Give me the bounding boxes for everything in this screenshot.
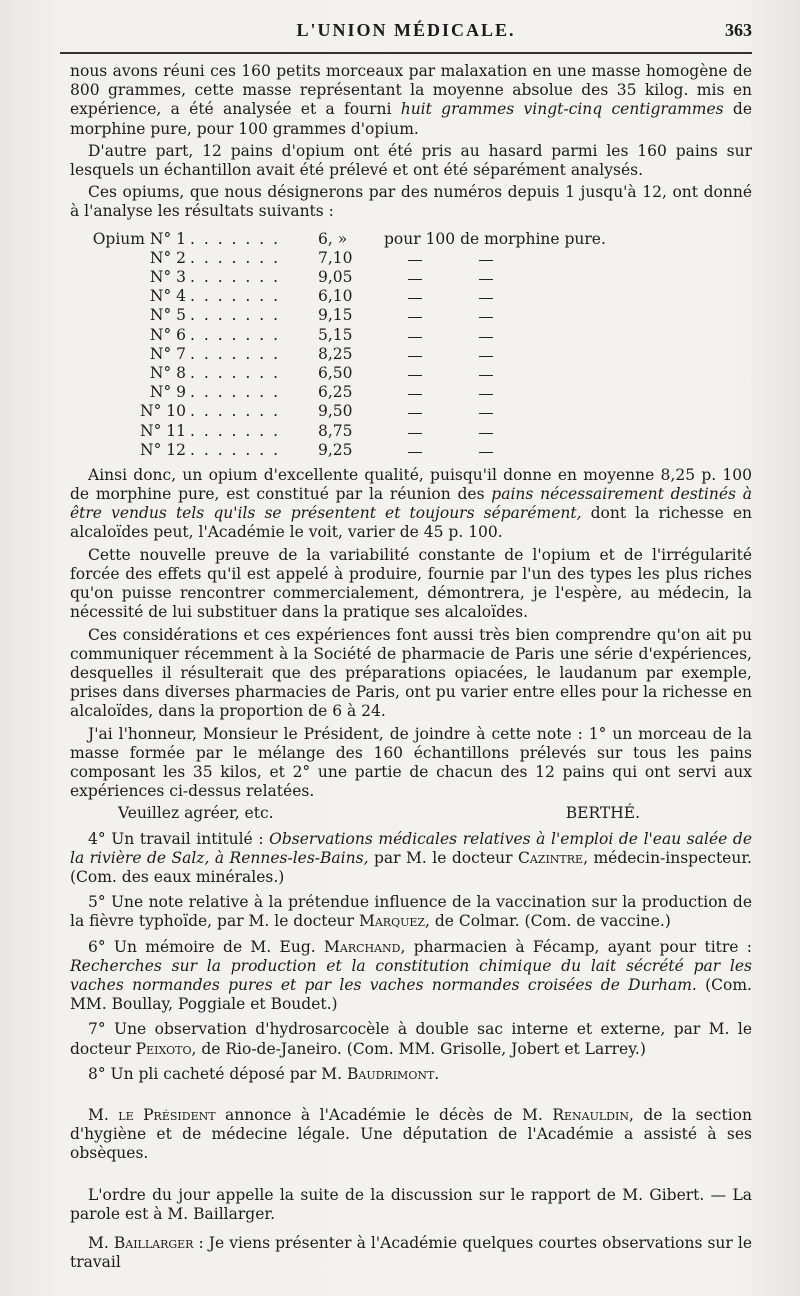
text-run: 8° Un pli cacheté déposé par M. bbox=[88, 1064, 347, 1083]
morphine-value: 9,25 bbox=[318, 440, 353, 459]
ditto-dash bbox=[384, 249, 446, 268]
text-run: M. bbox=[88, 1105, 119, 1124]
page-number: 363 bbox=[725, 20, 752, 40]
leader-dots: . . . . . . . bbox=[190, 325, 281, 344]
paragraph-honour: J'ai l'honneur, Monsieur le Président, de joindre à cette note : 1° un morceau de la masse formée par le mélange des 160 échantillons prélevés sur tous les pains composant les 35 kilos, et 2° une partie de chacun des 12 pains qui ont servi aux expériences ci-dessus relatées. bbox=[70, 724, 752, 801]
opium-number: N° 5 bbox=[149, 306, 186, 325]
text-run: Ainsi donc, un opium d'excellente qualité, puisqu'il donne en moyenne 8,25 p. 100 de morphine pure, est constitué par la réunion des bbox=[70, 465, 752, 504]
ditto-dash bbox=[446, 268, 526, 287]
results-row bbox=[70, 287, 752, 306]
text-run: nous avons réuni ces 160 petits morceaux par malaxation en une masse homogène de 800 grammes, cette masse représentant la moyenne absolue des 35 kilog. mis en expérience, a été analysée et a fourni bbox=[70, 62, 752, 119]
paragraph-considerations: Ces considérations et ces expériences font aussi très bien comprendre qu'on ait pu communiquer récemment à la Société de pharmacie de Paris une série d'expériences, desquelles il résulterait que des préparations opiacées, le laudanum par exemple, prises dans diverses pharmacies de Paris, ont pu varier entre elles pour la richesse en alcaloïdes, dans la proportion de 6 à 24. bbox=[70, 625, 752, 721]
author-name: Cazintre bbox=[518, 848, 584, 867]
ditto-dash-line bbox=[479, 279, 493, 280]
ditto-dash-line bbox=[408, 413, 422, 414]
page-header bbox=[60, 18, 752, 48]
ditto-dash-line bbox=[479, 260, 493, 261]
president-announcement bbox=[70, 1106, 752, 1164]
emphasis-run: Recherches sur la production et la constitution chimique du lait sécrété par les vaches normandes pures et par les vaches normandes croisées de Durham. bbox=[70, 956, 752, 994]
ditto-dash-line bbox=[479, 317, 493, 318]
results-row bbox=[70, 364, 752, 383]
opium-number: N° 10 bbox=[140, 402, 186, 421]
results-row bbox=[70, 326, 752, 345]
text-run: de morphine pure, pour 100 grammes d'opium. bbox=[70, 100, 752, 138]
results-row bbox=[70, 230, 752, 249]
paragraph-variability: Cette nouvelle preuve de la variabilité constante de l'opium et de l'irrégularité forcée des effets qu'il est appelé à produire, fournie par l'un des types les plus riches qu'on puisse rencontrer commercialement, démontrera, je l'espère, au médecin, la nécessité de lui substituer dans la pratique ses alcaloïdes. bbox=[70, 545, 752, 622]
text-run: 5° Une note relative à la prétendue influence de la vaccination sur la production de la fièvre typhoïde, par M. le docteur bbox=[70, 893, 752, 931]
opium-number: N° 12 bbox=[140, 440, 186, 459]
text-run: par M. le docteur bbox=[368, 848, 518, 867]
speaker-name: M. Baillarger : bbox=[88, 1233, 204, 1252]
paragraph-malaxation bbox=[70, 62, 752, 139]
ditto-dash bbox=[446, 249, 526, 268]
results-table bbox=[70, 230, 752, 460]
morphine-value: 8,25 bbox=[318, 344, 353, 363]
speaker-title: le Président bbox=[118, 1105, 216, 1124]
author-name: Baudrimont bbox=[347, 1064, 435, 1083]
leader-dots: . . . . . . . bbox=[190, 287, 281, 306]
opium-number: N° 6 bbox=[149, 325, 186, 344]
results-row bbox=[70, 383, 752, 402]
author-name: Marchand bbox=[324, 937, 401, 956]
ditto-dash-line bbox=[408, 452, 422, 453]
results-row bbox=[70, 249, 752, 268]
results-row bbox=[70, 306, 752, 325]
item-6 bbox=[70, 938, 752, 1015]
ditto-dash bbox=[446, 287, 526, 306]
ditto-dash bbox=[446, 402, 526, 421]
baillarger-paragraph bbox=[70, 1234, 752, 1272]
text-run: , médecin-inspecteur. (Com. des eaux minérales.) bbox=[70, 848, 752, 886]
ditto-dash bbox=[446, 306, 526, 325]
text-run: dont la richesse en alcaloïdes peut, l'Académie le voit, varier de 45 p. 100. bbox=[70, 504, 753, 542]
opium-number: N° 8 bbox=[149, 363, 186, 382]
ditto-dash bbox=[446, 383, 526, 402]
ditto-dash-line bbox=[408, 433, 422, 434]
text-run: , de la section d'hygiène et de médecine légale. Une députation de l'Académie a assisté à ses obsèques. bbox=[70, 1105, 752, 1163]
ditto-dash bbox=[446, 345, 526, 364]
ditto-dash-line bbox=[479, 413, 493, 414]
ditto-dash-line bbox=[408, 394, 422, 395]
signature: BERTHÉ. bbox=[565, 804, 640, 823]
ditto-dash-line bbox=[479, 452, 493, 453]
ditto-dash-line bbox=[408, 337, 422, 338]
leader-dots: . . . . . . . bbox=[190, 306, 281, 325]
morphine-value: 9,05 bbox=[318, 268, 353, 286]
leader-dots: . . . . . . . bbox=[190, 402, 281, 421]
results-row bbox=[70, 345, 752, 364]
text-run: annonce à l'Académie le décès de M. bbox=[215, 1105, 553, 1124]
unit-label: pour 100 de morphine pure. bbox=[384, 229, 606, 248]
ditto-dash-line bbox=[408, 317, 422, 318]
closing-block bbox=[70, 804, 752, 823]
opium-number: N° 9 bbox=[149, 383, 186, 402]
text-run: (Com. MM. Boullay, Poggiale et Boudet.) bbox=[70, 975, 752, 1014]
leader-dots: . . . . . . . bbox=[190, 344, 281, 363]
ditto-dash-line bbox=[408, 375, 422, 376]
ditto-dash bbox=[384, 306, 446, 325]
morphine-value: 9,50 bbox=[318, 402, 353, 421]
text-run: , de Rio-de-Janeiro. (Com. MM. Grisolle, Jobert et Larrey.) bbox=[191, 1039, 646, 1058]
text-run: 6° Un mémoire de M. Eug. bbox=[88, 937, 324, 956]
ditto-dash-line bbox=[408, 260, 422, 261]
emphasis-run: pains nécessairement destinés à être vendus tels qu'ils se présentent et toujours séparément, bbox=[70, 485, 752, 523]
emphasis-run: Observations médicales relatives à l'emploi de l'eau salée de la rivière de Salz, à Rennes-les-Bains, bbox=[70, 829, 752, 867]
item-8 bbox=[70, 1065, 752, 1084]
author-name: Marquez bbox=[358, 912, 426, 931]
header-rule bbox=[60, 52, 752, 54]
ditto-dash bbox=[384, 364, 446, 383]
ditto-dash bbox=[384, 287, 446, 306]
closing-line: Veuillez agréer, etc. bbox=[118, 804, 274, 823]
opium-number: N° 7 bbox=[149, 344, 186, 363]
morphine-value: 8,75 bbox=[318, 421, 353, 440]
ditto-dash bbox=[446, 364, 526, 383]
leader-dots: . . . . . . . bbox=[190, 268, 281, 286]
opium-number: N° 4 bbox=[149, 287, 186, 306]
ditto-dash bbox=[384, 268, 446, 287]
leader-dots: . . . . . . . bbox=[190, 248, 281, 267]
morphine-value: 6,50 bbox=[318, 363, 353, 382]
ditto-dash-line bbox=[408, 298, 422, 299]
ditto-dash-line bbox=[408, 279, 422, 280]
item-4 bbox=[70, 830, 752, 888]
text-run: 7° Une observation d'hydrosarcocèle à double sac interne et externe, par M. le docteur bbox=[70, 1020, 752, 1058]
ditto-dash bbox=[384, 441, 446, 460]
running-title: L'UNION MÉDICALE. bbox=[296, 20, 516, 40]
ditto-dash bbox=[384, 326, 446, 345]
ditto-dash-line bbox=[479, 394, 493, 395]
ditto-dash bbox=[384, 422, 446, 441]
leader-dots: . . . . . . . bbox=[190, 229, 281, 248]
opium-number: N° 2 bbox=[149, 248, 186, 267]
ditto-dash-line bbox=[479, 298, 493, 299]
ditto-dash bbox=[384, 402, 446, 421]
paragraph-twelve-loaves: D'autre part, 12 pains d'opium ont été pris au hasard parmi les 160 pains sur lesquels un échantillon avait été prélevé et ont été séparément analysés. bbox=[70, 141, 752, 180]
leader-dots: . . . . . . . bbox=[190, 363, 281, 382]
text-run: Je viens présenter à l'Académie quelques courtes observations sur le travail bbox=[70, 1233, 752, 1272]
results-row bbox=[70, 441, 752, 460]
results-row bbox=[70, 422, 752, 441]
results-row bbox=[70, 268, 752, 287]
item-7 bbox=[70, 1020, 752, 1058]
morphine-value: 7,10 bbox=[318, 248, 353, 267]
ditto-dash bbox=[446, 422, 526, 441]
paragraph-conclusion bbox=[70, 466, 752, 543]
text-run: 4° Un travail intitulé : bbox=[88, 829, 270, 848]
ditto-dash bbox=[446, 441, 526, 460]
leader-dots: . . . . . . . bbox=[190, 421, 281, 440]
ditto-dash bbox=[384, 383, 446, 402]
opium-number: N° 11 bbox=[140, 421, 186, 440]
person-name: Renauldin bbox=[552, 1105, 629, 1124]
text-run: , pharmacien à Fécamp, ayant pour titre : bbox=[400, 937, 752, 956]
opium-number: Opium N° 1 bbox=[92, 229, 186, 248]
morphine-value: 5,15 bbox=[318, 325, 353, 344]
paragraph-results-intro: Ces opiums, que nous désignerons par des numéros depuis 1 jusqu'à 12, ont donné à l'analyse les résultats suivants : bbox=[70, 183, 752, 221]
ditto-dash-line bbox=[479, 337, 493, 338]
ditto-dash-line bbox=[479, 375, 493, 376]
ditto-dash-line bbox=[479, 433, 493, 434]
morphine-value: 6,25 bbox=[318, 383, 353, 402]
agenda-paragraph: L'ordre du jour appelle la suite de la discussion sur le rapport de M. Gibert. — La parole est à M. Baillarger. bbox=[70, 1185, 752, 1223]
leader-dots: . . . . . . . bbox=[190, 440, 281, 459]
emphasis-run: huit grammes vingt-cinq centigrammes bbox=[400, 100, 724, 119]
ditto-dash-line bbox=[479, 356, 493, 357]
ditto-dash-line bbox=[408, 356, 422, 357]
text-run: . bbox=[434, 1064, 440, 1083]
leader-dots: . . . . . . . bbox=[190, 383, 281, 402]
author-name: Peixoto bbox=[135, 1039, 192, 1058]
ditto-dash bbox=[384, 345, 446, 364]
results-row bbox=[70, 402, 752, 421]
text-run: , de Colmar. (Com. de vaccine.) bbox=[425, 912, 671, 931]
opium-number: N° 3 bbox=[149, 268, 186, 286]
morphine-value: 6, » bbox=[318, 229, 348, 248]
morphine-value: 9,15 bbox=[318, 306, 353, 325]
ditto-dash bbox=[446, 326, 526, 345]
page-body bbox=[70, 62, 752, 1275]
morphine-value: 6,10 bbox=[318, 287, 353, 306]
item-5 bbox=[70, 893, 752, 931]
